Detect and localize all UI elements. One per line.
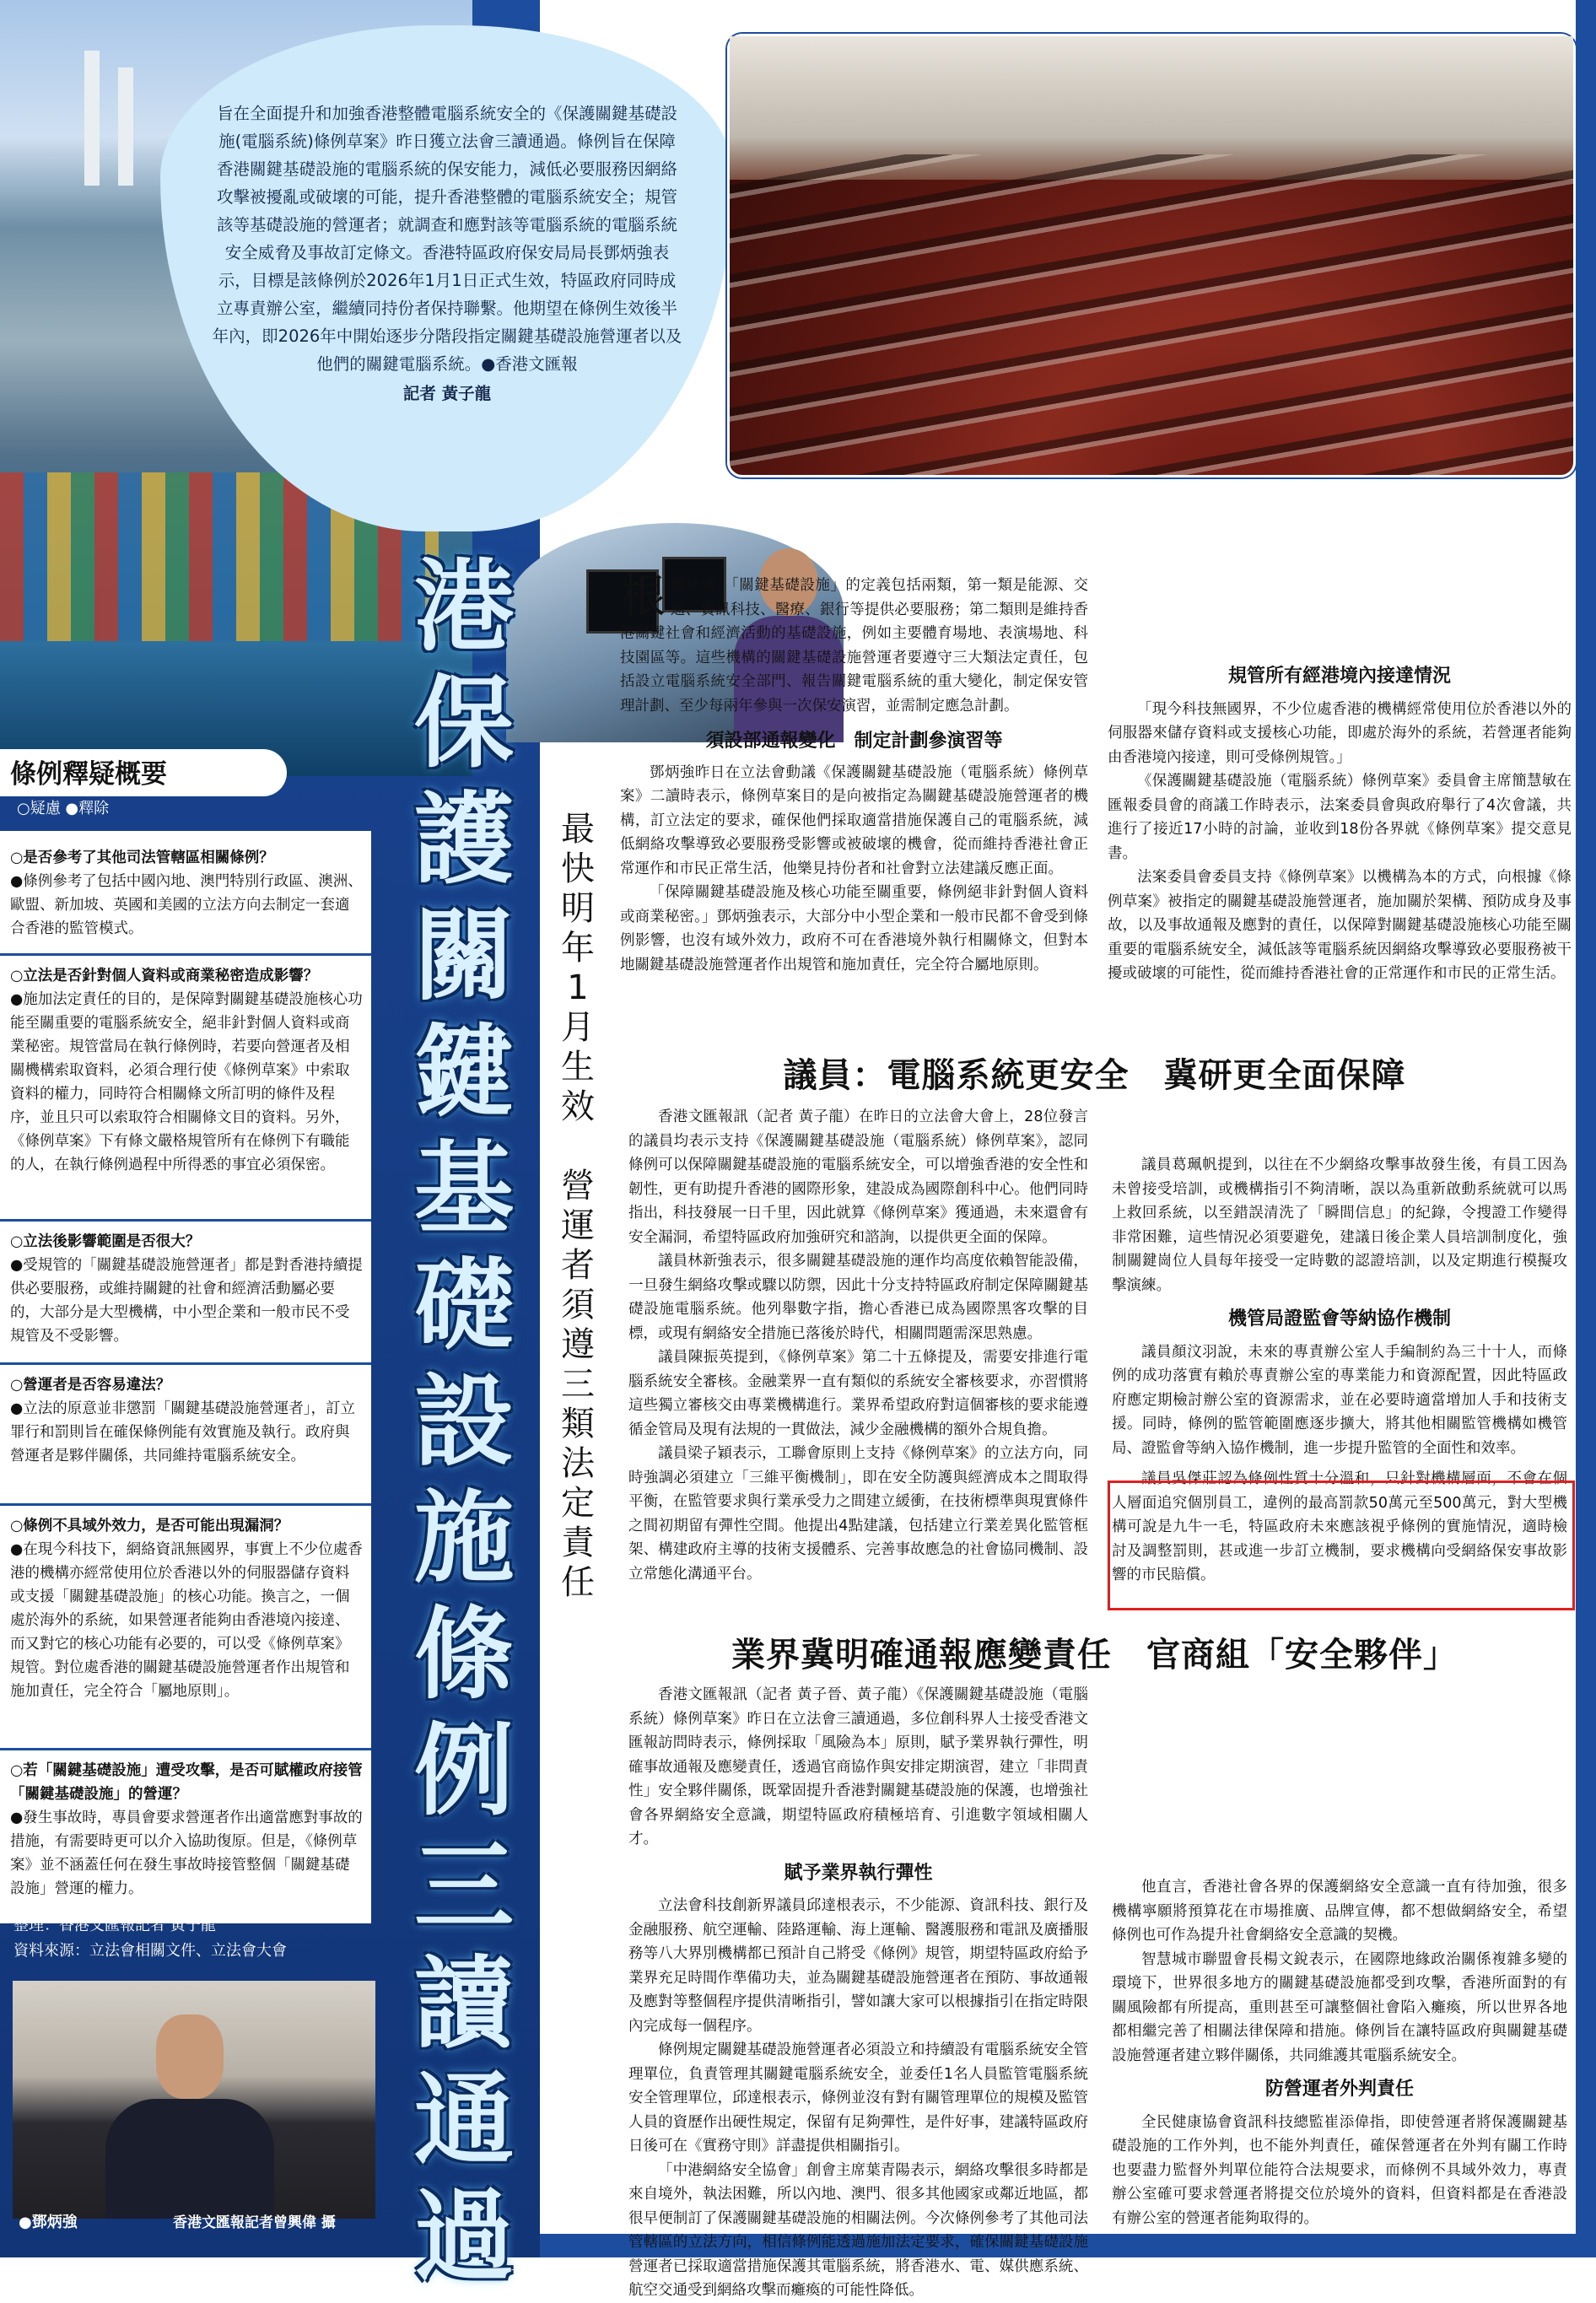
headline-char: 過 xyxy=(413,2177,514,2295)
headline-char: 港 xyxy=(413,547,514,665)
person-suit xyxy=(105,2099,274,2219)
article1-p6: 法案委員會委員支持《條例草案》以機構為本的方式，向根據《條例草案》被指定的關鍵基礎設施營運者，施加關於架構、預防成身及事故，以及事故通報及應對的責任，以保障對關鍵基礎設施核心功能至關重要的電腦系統安全，減低該等電腦系統因網絡攻擊導致必要服務被干擾或破壞的可能性，從而維持香港社會的正常運作和市民的正常生活。 xyxy=(1108,869,1572,982)
intro-text: 旨在全面提升和加強香港整體電腦系統安全的《保護關鍵基礎設施(電腦系統)條例草案》昨日獲立法會三讀通過。條例旨在保障香港關鍵基礎設施的電腦系統的保安能力，減低必要服務因網絡攻擊被擾亂或破壞的可能，提升香港整體的電腦系統安全；規管該等基礎設施的營運者；就調查和應對該等電腦系統的電腦系統安全威脅及事故訂定條文。香港特區政府保安局局長鄧炳強表示，目標是該條例於2026年1月1日正式生效，特區政府同時成立專責辦公室，繼續同持份者保持聯繫。他期望在條例生效後半年內，即2026年中開始逐步分階段指定關鍵基礎設施營運者以及他們的關鍵電腦系統。●香港文匯報 xyxy=(212,104,682,374)
article3-p5: 他直言，香港社會各界的保護網絡安全意識一直有待加強，很多機構寧願將預算花在市場推廣、品牌宣傳，都不想做網絡安全，希望條例也可作為提升社會網絡安全意識的契機。 xyxy=(1112,1879,1567,1944)
intro-author: 記者 黃子龍 xyxy=(402,384,492,403)
article3-p4a: 「中港網絡安全協會」創會主席葉青陽表示，網絡攻擊很多時都是來自境外，執法困難，所以內地、澳門、很多其他國家或鄰近地區，都很早便制訂了保護關鍵基礎設施的相關法例。今次條例參考了其他司法管轄區的立法方向，相信條例能透過施加法定要求，確保關鍵基礎設施營運者已採取適當措施保護其電腦系統，將香港水、電、媒供應系統、航空交通受到網絡攻擊而癱瘓的可能性降低。 xyxy=(628,2161,1088,2299)
sub-headline xyxy=(553,810,603,1603)
article2-p4: 議員梁子穎表示，工聯會原則上支持《條例草案》的立法方向，同時強調必須建立「三維平衡機制」，即在安全防護與經濟成本之間取得平衡，在監管要求與行業承受力之間建立緩衝，在技術標準與現實條件之間初期留有彈性空間。他提出4點建議，包括建立行業差異化監管框架、構建政府主導的技術支援體系、完善事故應急的社會協同機制、設立常態化溝通平台。 xyxy=(628,1445,1088,1583)
faq-answer: ●在現今科技下，網絡資訊無國界，事實上不少位處香港的機構亦經常使用位於香港以外的伺服器儲存資料或支援「關鍵基礎設施」的核心功能。換言之，一個處於海外的系統，如果營運者能夠由香港境內接達、而又對它的核心功能有必要的，可以受《條例草案》規管。對位處香港的關鍵基礎設施營運者作出規管和施加責任，完全符合「屬地原則」。 xyxy=(10,1541,363,1700)
subheadline-char: 法 xyxy=(561,1444,595,1483)
faq-item xyxy=(10,1230,363,1348)
subheadline-char: 須 xyxy=(561,1286,595,1324)
headline-char: 通 xyxy=(413,2061,514,2178)
chimney-shape xyxy=(84,51,100,186)
faq-separator xyxy=(0,1219,371,1222)
faq-question: ○是否參考了其他司法管轄區相關條例？ xyxy=(10,849,274,866)
article3-p3: 條例規定關鍵基礎設施營運者必須設立和持續設有電腦系統安全管理單位，負責管理其關鍵電腦系統安全，並委任1名人員監管電腦系統安全管理單位，邱達根表示，條例並沒有對有關管理單位的規模及監管人員的資歷作出硬性規定，保留有足夠彈性，是件好事，建議特區政府日後可在《實務守則》詳盡提供相關指引。 xyxy=(628,2041,1088,2155)
headline-char: 鍵 xyxy=(413,1013,514,1130)
article3-p1: 香港文匯報訊（記者 黃子晉、黃子龍）《保護關鍵基礎設施（電腦系統）條例草案》昨日在立法會三讀通過，多位創科界人士接受香港文匯報訪問時表示，條例採取「風險為本」原則，賦予業界執行彈性，明確事故通報及應變責任，透過官商協作與安排定期演習，建立「非問責性」安全夥伴關係，既鞏固提升香港對關鍵基礎設施的保護，也增強社會各界網絡安全意識，期望特區政府積極培育、引進數字領域相關人才。 xyxy=(628,1686,1088,1847)
faq-separator xyxy=(0,1362,371,1365)
faq-item xyxy=(10,1514,363,1703)
faq-separator xyxy=(0,953,371,956)
faq-answer: ●施加法定責任的目的，是保障對關鍵基礎設施核心功能至關重要的電腦系統安全，絕非針對個人資料或商業秘密。規管當局在執行條例時，若要向營運者及相關機構索取資料，必須合理行使《條例草案》中索取資料的權力，同時符合相關條文所訂明的條件及程序，並且只可以索取符合相關條文目的資料。另外，《條例草案》下有條文嚴格規管所有在條例下有職能的人，在執行條例過程中所得悉的事宜必須保密。 xyxy=(10,991,363,1173)
article2-col1 xyxy=(628,1105,1088,1583)
faq-question: ○若「關鍵基礎設施」遭受攻擊，是否可賦權政府接管「關鍵基礎設施」的營運？ xyxy=(10,1762,363,1803)
faq-answer: ●條例參考了包括中國內地、澳門特別行政區、澳洲、歐盟、新加坡、英國和美國的立法方向去制定一套適合香港的監管模式。 xyxy=(10,873,363,937)
subheadline-char: 年 xyxy=(561,929,595,968)
subheadline-char: 遵 xyxy=(561,1325,595,1364)
headline-char: 關 xyxy=(413,897,514,1014)
subheadline-char: 效 xyxy=(561,1087,595,1126)
subheadline-char: 定 xyxy=(561,1484,595,1523)
faq-legend: ○疑慮 ●釋除 xyxy=(17,800,110,817)
drop-cap: 根 xyxy=(620,569,666,623)
tang-photo-credit: 香港文匯報記者曾興偉 攝 xyxy=(173,2214,336,2231)
subheadline-char xyxy=(553,1127,603,1167)
chimney-shape xyxy=(118,67,133,186)
faq-question: ○營運者是否容易違法？ xyxy=(10,1377,171,1394)
article1-col2 xyxy=(1108,574,1572,986)
subheadline-char: 者 xyxy=(561,1246,595,1285)
faq-title: 條例釋疑概要 xyxy=(10,759,167,790)
article1-p2: 鄧炳強昨日在立法會動議《保護關鍵基礎設施（電腦系統）條例草案》二讀時表示，條例草案目的是向被指定為關鍵基礎設施營運者的機構，訂立法定的要求，確保他們採取適當措施保護自己的電腦系統，減低網絡攻擊導致必要服務受影響或被破壞的機會，從而維持香港社會正常運作和市民正常生活，他樂見持份者和社會對立法建議反應正面。 xyxy=(620,763,1088,877)
faq-item xyxy=(10,846,363,941)
subheadline-char: 類 xyxy=(561,1405,595,1443)
subheadline-char: 1 xyxy=(567,968,589,1007)
faq-answer: ●發生事故時，專員會要求營運者作出適當應對事故的措施，有需要時更可以介入協助復原。但是，《條例草案》並不涵蓋任何在發生事故時接管整個「關鍵基礎設施」營運的權力。 xyxy=(10,1810,363,1897)
article1-subhead2: 規管所有經港境內接達情況 xyxy=(1227,666,1451,687)
faq-question: ○立法是否針對個人資料或商業秘密造成影響？ xyxy=(10,968,319,984)
person-head xyxy=(156,2014,224,2099)
article1-p1: 據條例，「關鍵基礎設施」的定義包括兩類，第一類是能源、交通、資訊科技、醫療、銀行等提供必要服務；第二類則是維持香港關鍵社會和經濟活動的基礎設施，例如主要體育場地、表演場地、科技園區等。這些機構的關鍵基礎設施營運者要遵守三大類法定責任，包括設立電腦系統安全部門、報告關鍵電腦系統的重大變化，制定保安管理計劃、至少每兩年參與一次保安演習，並需制定應急計劃。 xyxy=(620,577,1088,715)
subheadline-char: 生 xyxy=(561,1048,595,1087)
faq-source-line: 資料來源：立法會相關文件、立法會大會 xyxy=(13,1942,287,1960)
faq-answer: ●受規管的「關鍵基礎設施營運者」都是對香港持續提供必要服務，或維持關鍵的社會和經濟活動屬必要的，大部分是大型機構，中小型企業和一般市民不受規管及不受影響。 xyxy=(10,1257,363,1345)
main-headline xyxy=(392,547,536,2295)
headline-char: 護 xyxy=(413,780,514,898)
intro-paragraph xyxy=(211,100,683,407)
article3-p6: 智慧城市聯盟會長楊文銳表示，在國際地緣政治關係複雜多變的環境下，世界很多地方的關鍵基礎設施都受到攻擊，香港所面對的有關風險都有所提高，重則甚至可讓整個社會陷入癱瘓，所以世界各地都相繼完善了相關法律保障和措施。條例旨在讓特區政府與關鍵基礎設施營運者建立夥伴關係，共同維護其電腦系統安全。 xyxy=(1112,1950,1567,2064)
article1-col1 xyxy=(620,569,1088,974)
subheadline-char: 明 xyxy=(561,889,595,928)
headline-char: 保 xyxy=(413,664,514,781)
article1-p3a: 「保障關鍵基礎設施及核心功能至關重要，條例絕非針對個人資料或商業秘密。」鄧炳強表示，大部分中小型企業和一般市民都不會受到條例影響，也沒有域外效力，政府不可在香港境外執行相關條文，但對本地關鍵基礎設施營運者作出規管和施加責任，完全符合屬地原則。 xyxy=(620,884,1088,974)
article3-col1 xyxy=(628,1683,1088,2299)
headline-char: 設 xyxy=(413,1362,514,1480)
faq-item xyxy=(10,964,363,1177)
article3-subhead1: 賦予業界執行彈性 xyxy=(784,1862,933,1884)
article3-subhead2: 防營運者外判責任 xyxy=(1264,2079,1414,2100)
top-photo-caption xyxy=(918,489,1567,533)
faq-credits xyxy=(13,1913,368,1964)
right-border-bar xyxy=(1576,0,1596,2257)
subheadline-char: 月 xyxy=(561,1008,595,1047)
article2-headline: 議員：電腦系統更安全 冀研更全面保障 xyxy=(783,1056,1406,1095)
subheadline-char: 運 xyxy=(561,1206,595,1245)
article2-p2: 議員林新強表示，很多關鍵基礎設施的運作均高度依賴智能設備，一旦發生網絡攻擊或驟以防禦，因此十分支持特區政府制定保障關鍵基礎設施電腦系統。他列舉數字指，擔心香港已成為國際黑客攻擊的目標，或現有網絡安全措施已落後於時代，相關問題需深思熟慮。 xyxy=(628,1253,1088,1342)
headline-char: 條 xyxy=(413,1595,514,1712)
article3-col2 xyxy=(1112,1683,1567,2230)
faq-question: ○條例不具域外效力，是否可能出現漏洞？ xyxy=(10,1518,289,1534)
article1-p5: 《保護關鍵基礎設施（電腦系統）條例草案》委員會主席簡慧敏在匯報委員會的商議工作時表示，法案委員會與政府舉行了4次會議，共進行了接近17小時的討論，並收到18份各界就《條例草案》提交意見書。 xyxy=(1108,773,1572,862)
headline-char: 礎 xyxy=(413,1246,514,1363)
subheadline-char: 任 xyxy=(561,1563,595,1602)
article1-subhead1: 須設部通報變化 制定計劃參演習等 xyxy=(705,731,1003,752)
article2-p1: 香港文匯報訊（記者 黃子龍）在昨日的立法會大會上，28位發言的議員均表示支持《保護關鍵基礎設施（電腦系統）條例草案》，認同條例可以保障關鍵基礎設施的電腦系統安全，可以增強香港的安全性和韌性，更有助提升香港的國際形象，建設成為國際創科中心。他們同時指出，科技發展一日千里，因此就算《條例草案》獲通過，未來還會有安全漏洞，希望特區政府加強研究和諮詢，以提供更全面的保障。 xyxy=(628,1108,1088,1246)
top-caption-text: ●《保護關鍵基礎設施（電腦系統）條例草案》昨日獲立法會三讀通過。 xyxy=(918,492,1375,509)
article2-p7: 議員吳傑莊認為條例性質十分溫和，只針對機構層面，不會在個人層面追究個別員工，違例的最高罰款50萬元至500萬元，對大型機構可說是九牛一毛，特區政府未來應該視乎條例的實施情況，適時檢討及調整罰則，甚或進一步訂立機制，要求機構向受網絡保安事故影響的市民賠償。 xyxy=(1112,1470,1567,1583)
tang-ping-keung-photo xyxy=(13,1981,375,2219)
faq-item xyxy=(10,1373,363,1468)
article2-p5: 議員葛珮帆提到，以往在不少網絡攻擊事故發生後，有員工因為未曾接受培訓，或機構指引不夠清晰，誤以為重新啟動系統就可以馬上救回系統，以至錯誤清洗了「瞬間信息」的紀錄，令搜證工作變得非常困難，這些情況必須要避免，建議日後企業人員培訓制度化，強制關鍵崗位人員每年接受一定時數的認證培訓，以及定期進行模擬攻擊演練。 xyxy=(1112,1157,1567,1294)
headline-char: 基 xyxy=(413,1130,514,1247)
tang-photo-name: ●鄧炳強 xyxy=(19,2214,78,2231)
article3-headline: 業界冀明確通報應變責任 官商組「安全夥伴」 xyxy=(731,1636,1458,1675)
chamber-seat-rows xyxy=(730,154,1573,475)
subheadline-char: 最 xyxy=(561,810,595,849)
faq-separator xyxy=(0,1503,371,1506)
top-caption-credit: 香港文匯報記者曾興偉 攝 xyxy=(1405,514,1567,531)
faq-title-tab xyxy=(0,749,287,796)
article3-p7: 全民健康協會資訊科技總監崔添偉指，即使營運者將保護關鍵基礎設施的工作外判，也不能外判責任，確保營運者在外判有關工作時也要盡力監督外判單位能符合法規要求，而條例不具域外效力，專責辦公室確可要求營運者將提交位於境外的資料，但資料都是在香港設有辦公室的營運者能夠取得的。 xyxy=(1112,2113,1567,2227)
faq-answer: ●立法的原意並非懲罰「關鍵基礎設施營運者」，訂立罪行和罰則旨在確保條例能有效實施及執行。政府與營運者是夥伴關係，共同維持電腦系統安全。 xyxy=(10,1400,356,1464)
headline-char: 例 xyxy=(413,1712,514,1829)
article2-p3: 議員陳振英提到，《條例草案》第二十五條提及，需要安排進行電腦系統安全審核。金融業界一直有類似的系統安全審核要求，亦習慣將這些獨立審核交由專業機構進行。業界希望政府對這個審核的要求能遵循金管局及現有法規的一貫做法，減少金融機構的額外合規負擔。 xyxy=(628,1349,1088,1438)
subheadline-char: 責 xyxy=(561,1524,595,1562)
subheadline-char: 營 xyxy=(561,1167,595,1205)
article3-p2: 立法會科技創新界議員邱達根表示，不少能源、資訊科技、銀行及金融服務、航空運輸、陸路運輸、海上運輸、醫護服務和電訊及廣播服務等八大界別機構都已預計自己將受《條例》規管，期望特區政府給予業界充足時間作準備功夫，並為關鍵基礎設施營運者在預防、事故通報及應對等整個程序提供清晰指引，譬如讓大家可以根據指引在指定時限內完成每一個程序。 xyxy=(628,1897,1088,2035)
subheadline-char: 三 xyxy=(561,1365,595,1404)
headline-char: 施 xyxy=(413,1479,514,1596)
article2-subhead: 機管局證監會等納協作機制 xyxy=(1227,1308,1451,1329)
headline-char: 讀 xyxy=(413,1944,514,2062)
faq-separator xyxy=(0,1748,371,1750)
article2-p6: 議員顏汶羽說，未來的專責辦公室人手編制約為三十十人，而條例的成功落實有賴於專責辦公室的專業能力和資源配置，因此特區政府應定期檢討辦公室的資源需求，並在必要時適當增加人手和技術支援。同時，條例的監管範圍應逐步擴大，將其他相關監管機構如機管局、證監會等納入協作機制，進一步提升監管的全面性和效率。 xyxy=(1112,1343,1567,1457)
headline-char: 三 xyxy=(413,1828,514,1945)
article1-p4: 「現今科技無國界，不少位處香港的機構經常使用位於香港以外的伺服器來儲存資料或支援核心功能，即處於海外的系統，若營運者能夠由香港境內接達，則可受條例規管。」 xyxy=(1108,700,1572,766)
subheadline-char: 快 xyxy=(561,849,595,888)
highlight-box xyxy=(1108,1480,1575,1610)
faq-item xyxy=(10,1759,363,1901)
faq-question: ○立法後影響範圍是否很大？ xyxy=(10,1233,201,1250)
faq-credit-line: 整理：香港文匯報記者 黃子龍 xyxy=(13,1917,216,1934)
legco-chamber-photo xyxy=(727,34,1576,477)
